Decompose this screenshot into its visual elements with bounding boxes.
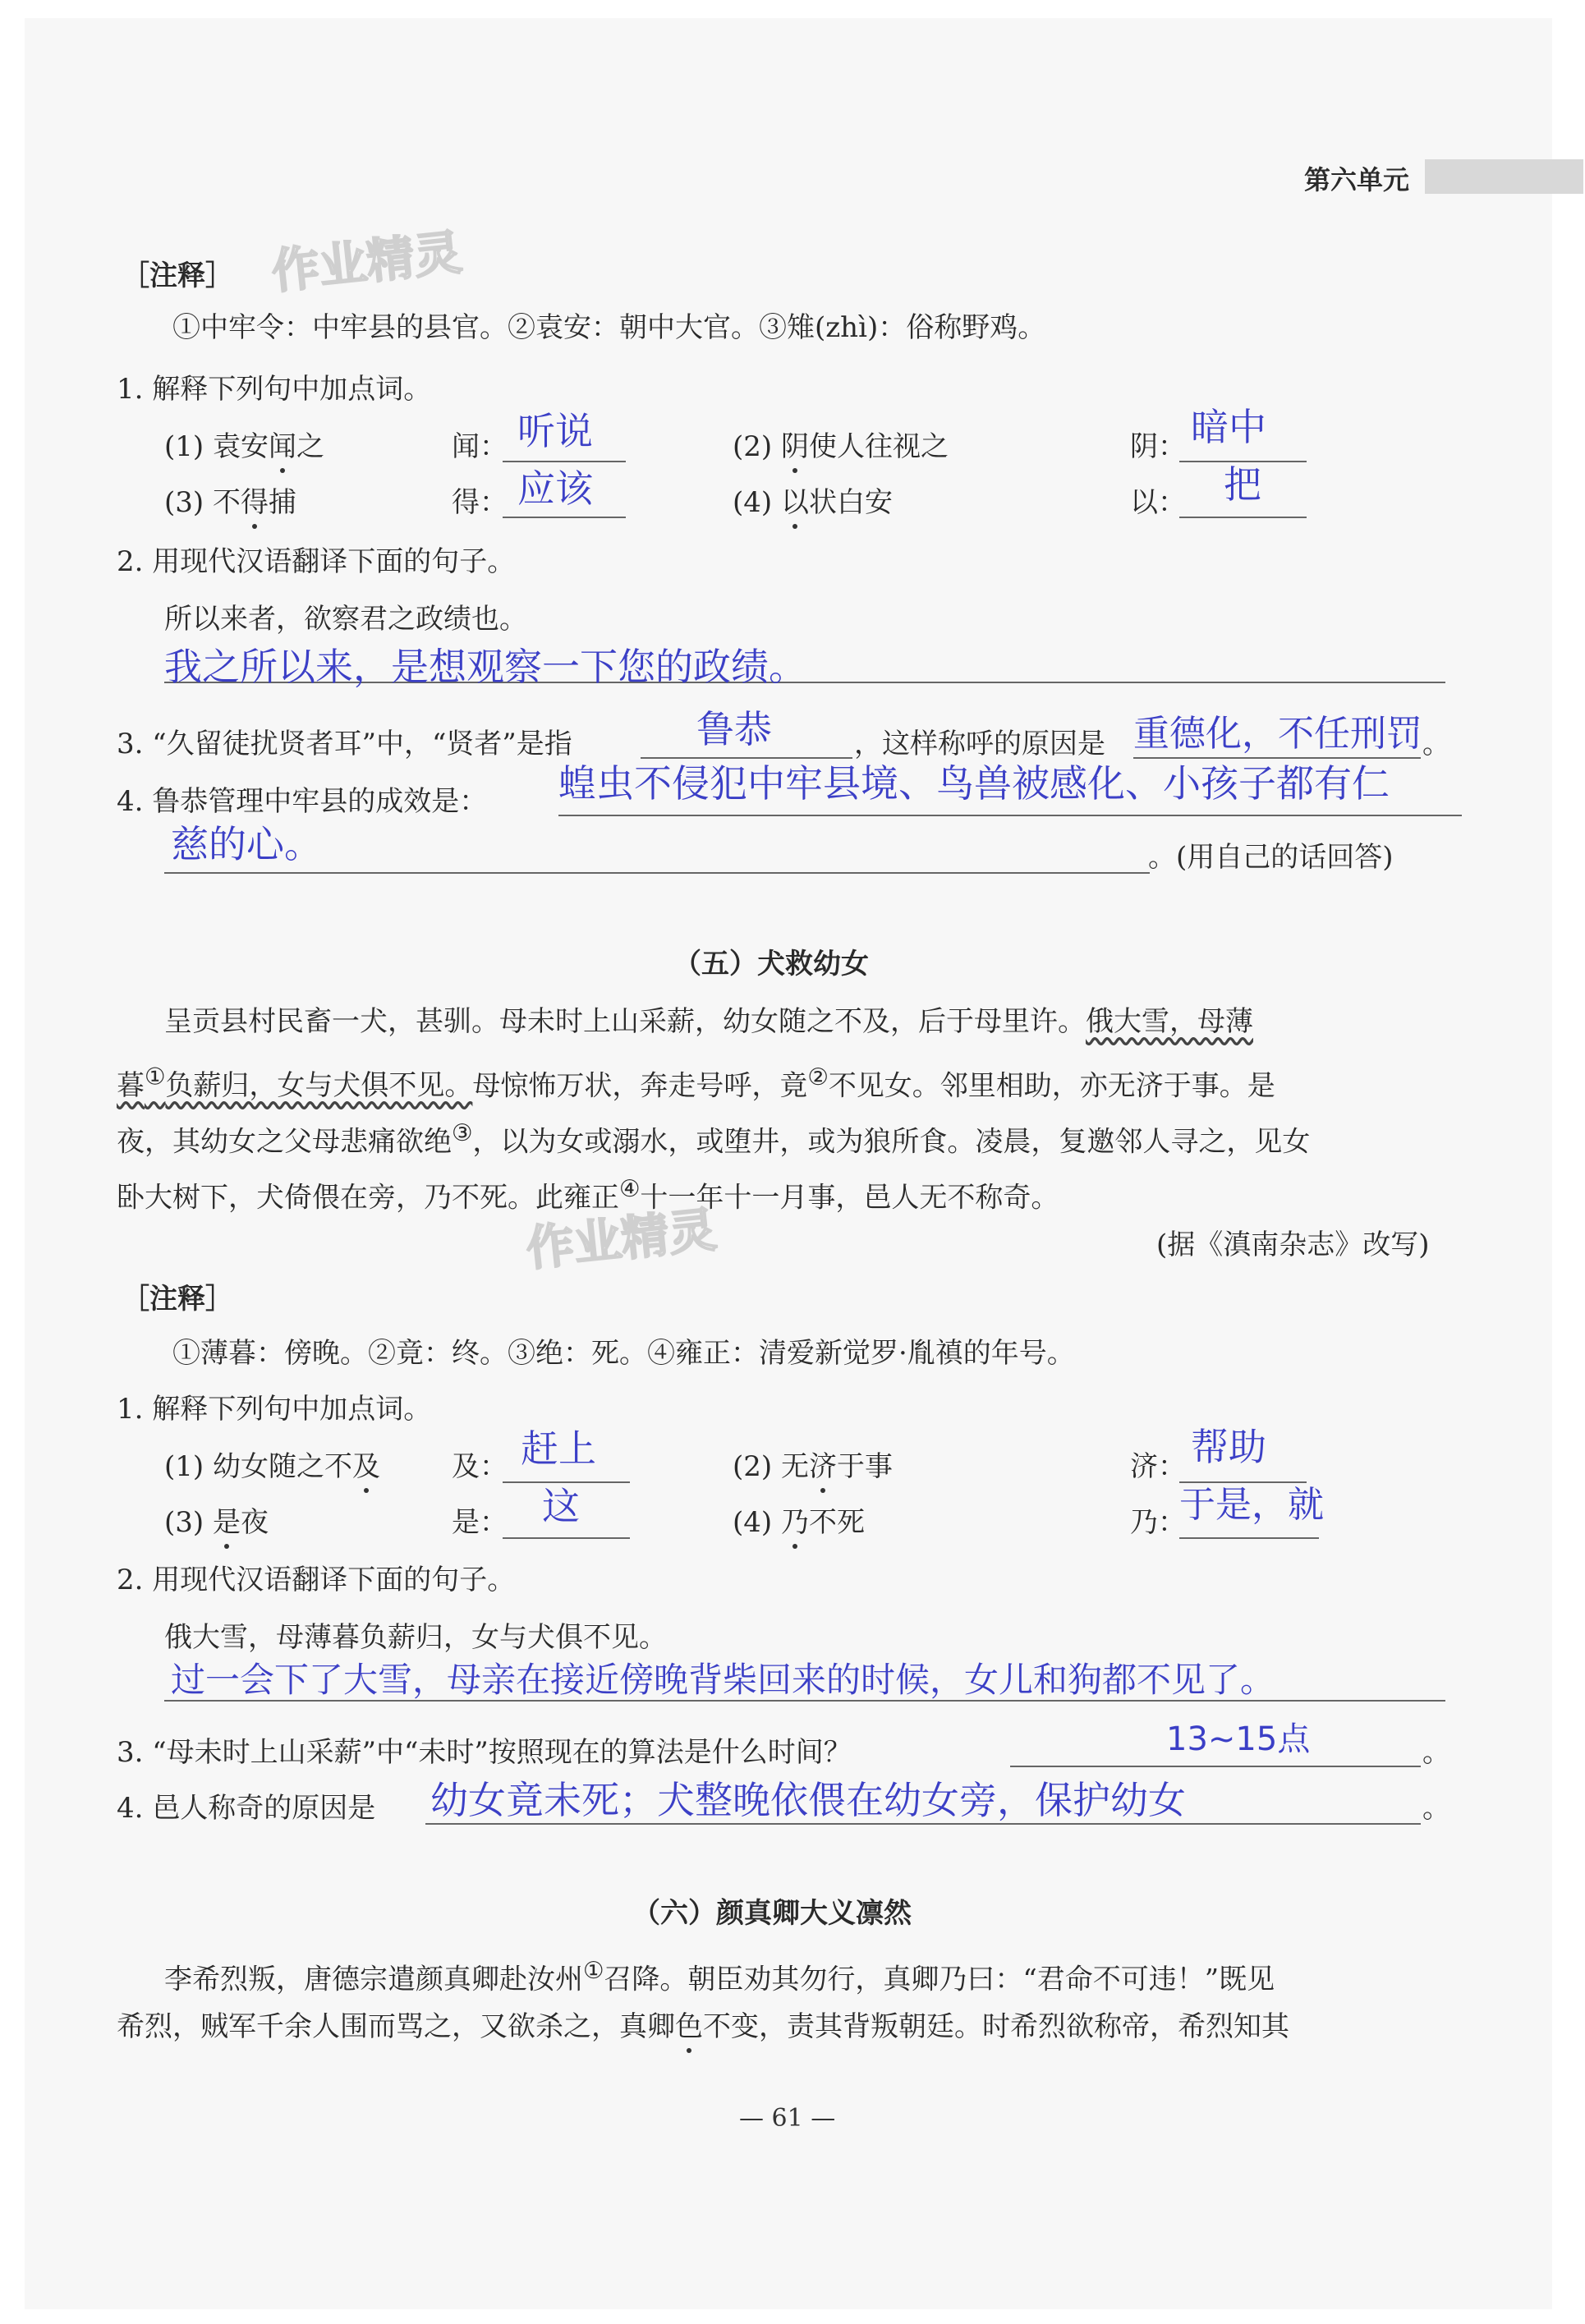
s5-q4-answer: 幼女竟未死；犬整晚依偎在幼女旁，保护幼女: [430, 1778, 1186, 1822]
s4-q1-item1-key: 闻：: [452, 430, 508, 463]
s5-q1-item4: (4) 乃不死: [733, 1506, 865, 1539]
s4-q1-item1: (1) 袁安闻之: [164, 430, 324, 463]
s4-q4-prefix: 4. 鲁恭管理中牢县的成效是：: [117, 785, 488, 818]
s5-title: （五）犬救幼女: [673, 948, 869, 981]
s5-q3-suffix: 。: [1422, 1736, 1450, 1769]
s4-q1-item2: (2) 阴使人往视之: [733, 430, 949, 463]
s6-line2: 希烈，贼军千余人围而骂之，又欲杀之，真卿色不变，责其背叛朝廷。时希烈欲称帝，希烈知其: [117, 2010, 1289, 2043]
s5-q4-suffix: 。: [1422, 1792, 1450, 1825]
s5-notes: ①薄暮：傍晚。②竟：终。③绝：死。④雍正：清爱新觉罗·胤禛的年号。: [172, 1337, 1075, 1370]
s5-notes-label: ［注释］: [122, 1283, 233, 1316]
s4-q1-item1-answer: 听说: [517, 409, 593, 453]
s4-q1-item4-answer: 把: [1224, 462, 1261, 507]
s5-q1-item2-answer: 帮助: [1191, 1425, 1266, 1469]
s5-q2-sentence: 俄大雪，母薄暮负薪归，女与犬俱不见。: [164, 1621, 667, 1654]
s4-notes-label: ［注释］: [122, 259, 233, 292]
unit-label: 第六单元: [1304, 164, 1410, 195]
page-number: — 61 —: [739, 2104, 836, 2133]
s5-q1-item1: (1) 幼女随之不及: [164, 1450, 380, 1483]
s4-q1-item3-key: 得：: [452, 486, 508, 519]
s6-title: （六）颜真卿大义凛然: [632, 1897, 912, 1930]
s5-source: (据《滇南杂志》改写): [1156, 1229, 1430, 1261]
s5-q1-item1-key: 及：: [452, 1450, 508, 1483]
watermark-top: 作业精灵: [269, 224, 465, 300]
s5-q1-item3: (3) 是夜: [164, 1506, 269, 1539]
s4-q1-item2-answer: 暗中: [1191, 405, 1266, 449]
s4-q3-middle: ，这样称呼的原因是: [854, 728, 1105, 760]
s4-q2-prompt: 2. 用现代汉语翻译下面的句子。: [117, 545, 516, 578]
s5-q1-item2-key: 济：: [1130, 1450, 1186, 1483]
s4-q1-item4-key: 以：: [1130, 486, 1186, 519]
s5-q2-prompt: 2. 用现代汉语翻译下面的句子。: [117, 1564, 516, 1596]
s5-q1-item4-key: 乃：: [1130, 1506, 1186, 1539]
s5-q1-item2: (2) 无济于事: [733, 1450, 893, 1483]
s6-line1: 李希烈叛，唐德宗遣颜真卿赴汝州①召降。朝臣劝其勿行，真卿乃曰：“君命不可违！”既见: [164, 1957, 1275, 1996]
watermark-middle: 作业精灵: [523, 1201, 719, 1277]
s4-q3-answer1: 鲁恭: [696, 707, 772, 751]
s5-q1-item1-answer: 赶上: [521, 1426, 596, 1471]
s4-q2-answer: 我之所以来，是想观察一下您的政绩。: [164, 645, 806, 689]
s5-q3-prefix: 3. “母未时上山采薪”中“未时”按照现在的算法是什么时间？: [117, 1736, 852, 1769]
s4-q1-item2-key: 阴：: [1130, 430, 1186, 463]
s4-q1-item3-answer: 应该: [517, 466, 593, 511]
s5-q1-item4-answer: 于是，就: [1179, 1484, 1324, 1526]
s5-q1-prompt: 1. 解释下列句中加点词。: [117, 1393, 432, 1426]
s4-q2-sentence: 所以来者，欲察君之政绩也。: [164, 603, 527, 636]
s4-q3-answer2: 重德化，不任刑罚: [1133, 713, 1422, 755]
s4-q4-answer-line2: 慈的心。: [171, 822, 322, 866]
s5-text-line2: 暮①负薪归，女与犬俱不见。母惊怖万状，奔走号呼，竟②不见女。邻里相助，亦无济于事。是: [117, 1063, 1275, 1103]
s4-q3-prefix: 3. “久留徒扰贤者耳”中，“贤者”是指: [117, 728, 572, 760]
s5-q1-item3-key: 是：: [452, 1506, 508, 1539]
s4-q3-suffix: 。: [1422, 728, 1450, 760]
s4-notes: ①中牢令：中牢县的县官。②袁安：朝中大官。③雉(zhì)：俗称野鸡。: [172, 311, 1046, 344]
s5-q2-answer: 过一会下了大雪，母亲在接近傍晚背柴回来的时候，女儿和狗都不见了。: [171, 1660, 1275, 1700]
s5-q1-item3-answer: 这: [542, 1484, 580, 1528]
s5-q3-answer: 13~15点: [1166, 1720, 1311, 1758]
s4-q4-suffix: 。(用自己的话回答): [1148, 841, 1394, 874]
s4-q1-item3: (3) 不得捕: [164, 486, 296, 519]
s4-q1-prompt: 1. 解释下列句中加点词。: [117, 373, 432, 406]
header-bar: [1425, 159, 1583, 194]
s5-text-line1: 呈贡县村民畜一犬，甚驯。母未时上山采薪，幼女随之不及，后于母里许。俄大雪，母薄: [164, 1005, 1253, 1038]
s5-q4-prefix: 4. 邑人称奇的原因是: [117, 1792, 376, 1825]
s4-q4-answer-line1: 蝗虫不侵犯中牢县境、鸟兽被感化、小孩子都有仁: [558, 761, 1390, 806]
s5-text-line3: 夜，其幼女之父母悲痛欲绝③，以为女或溺水，或堕井，或为狼所食。凌晨，复邀邻人寻之，见女: [117, 1119, 1311, 1159]
s5-text-line4: 卧大树下，犬倚偎在旁，乃不死。此雍正④十一年十一月事，邑人无不称奇。: [117, 1175, 1059, 1215]
workbook-page: [25, 18, 1552, 2309]
s4-q1-item4: (4) 以状白安: [733, 486, 893, 519]
